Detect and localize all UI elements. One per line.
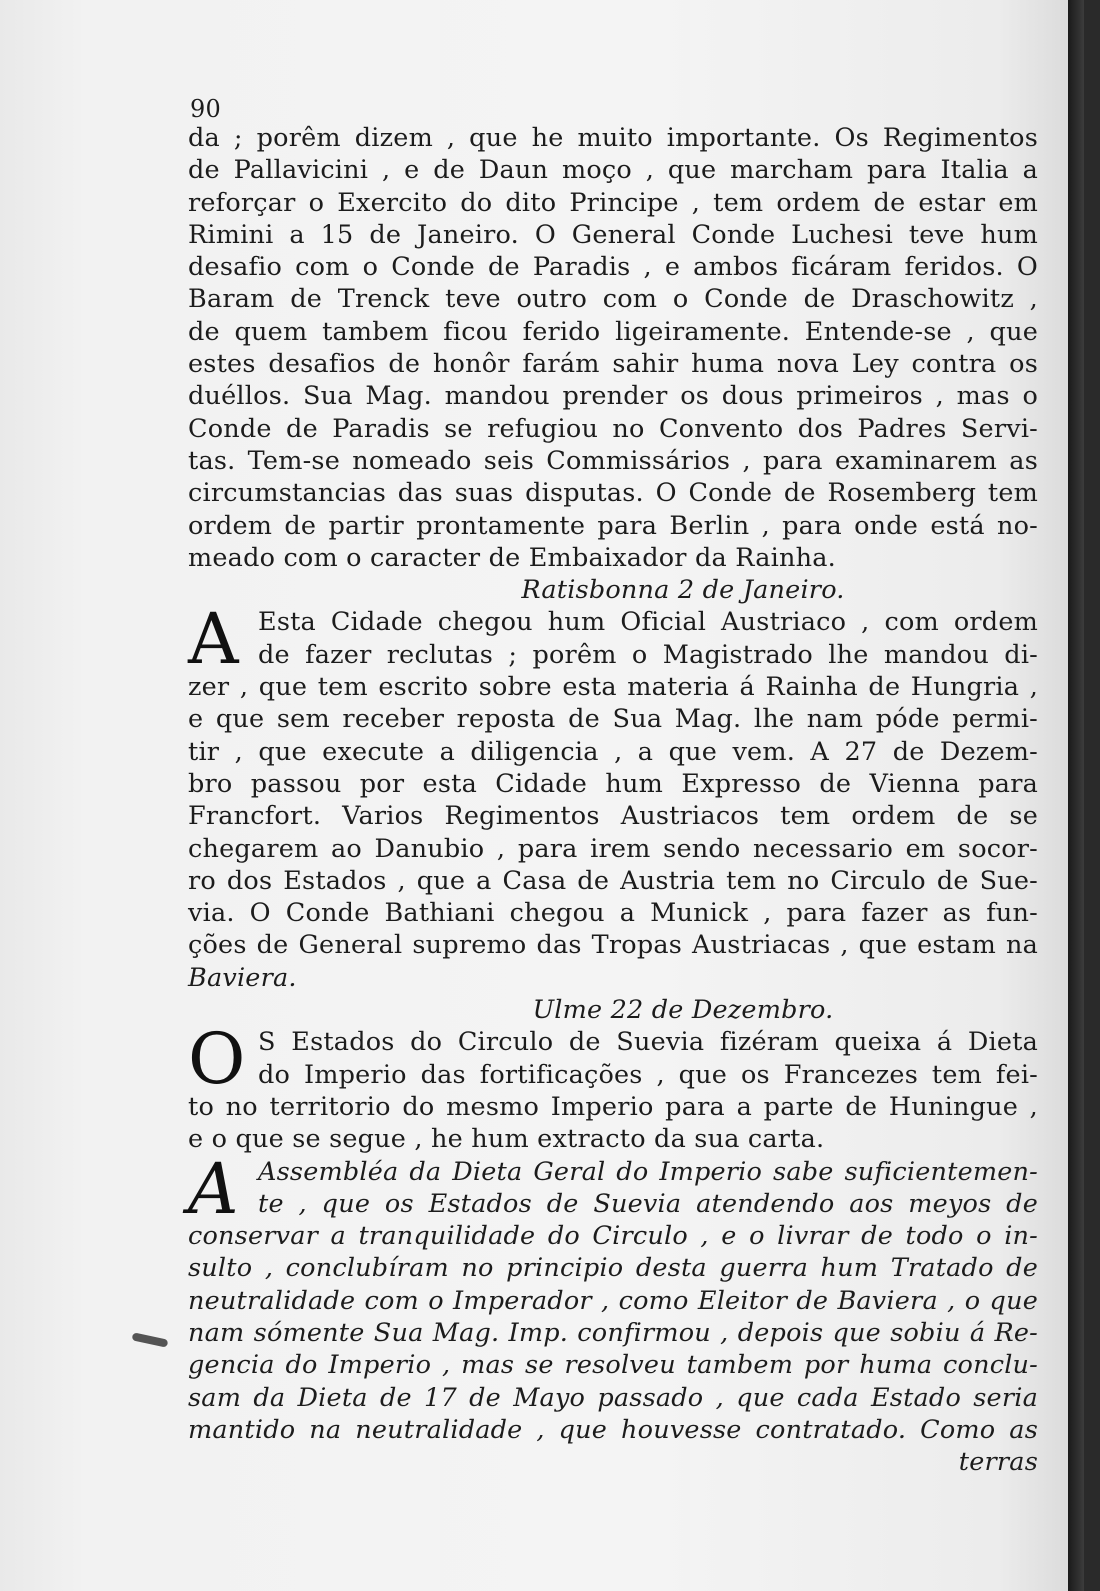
text-line: sulto , conclubíram no principio desta guerra hum Tratado de bbox=[188, 1253, 1038, 1284]
text-line: bro passou por esta Cidade hum Expresso de Vienna para bbox=[188, 768, 1038, 799]
text-line: Baviera. bbox=[188, 962, 297, 993]
paragraph-ulme bbox=[188, 1018, 1038, 1155]
page-number: 90 bbox=[190, 95, 221, 123]
text-line: ordem de partir prontamente para Berlin , para onde está no- bbox=[188, 510, 1038, 541]
paragraph-letter-extract bbox=[188, 1147, 1038, 1447]
ink-smudge bbox=[132, 1332, 169, 1347]
text-line: sam da Dieta de 17 de Mayo passado , que cada Estado seria bbox=[188, 1382, 1038, 1413]
text-line: ções de General supremo das Tropas Austriacas , que estam na bbox=[188, 930, 1038, 961]
text-line: via. O Conde Bathiani chegou a Munick , para fazer as fun- bbox=[188, 898, 1038, 929]
text-line: S Estados do Circulo de Suevia fizéram queixa á Dieta bbox=[258, 1027, 1038, 1058]
text-line: Esta Cidade chegou hum Oficial Austriaco , com ordem bbox=[258, 607, 1038, 638]
text-line: da ; porêm dizem , que he muito importante. Os Regimentos bbox=[188, 123, 1038, 153]
text-line: desafio com o Conde de Paradis , e ambos ficáram feridos. O bbox=[188, 252, 1038, 283]
text-line: e que sem receber reposta de Sua Mag. lhe nam póde permi- bbox=[188, 704, 1038, 735]
drop-cap: A bbox=[188, 1147, 239, 1230]
text-line: meado com o caracter de Embaixador da Rainha. bbox=[188, 542, 836, 573]
drop-cap: O bbox=[188, 1018, 246, 1101]
text-line: mantido na neutralidade , que houvesse contratado. Como as bbox=[188, 1414, 1038, 1445]
text-line: Francfort. Varios Regimentos Austriacos tem ordem de se bbox=[188, 801, 1038, 832]
text-line: Baram de Trenck teve outro com o Conde de Draschowitz , bbox=[188, 284, 1038, 315]
text-line: de Pallavicini , e de Daun moço , que marcham para Italia a bbox=[188, 155, 1038, 186]
text-line: chegarem ao Danubio , para irem sendo necessario em socor- bbox=[188, 833, 1038, 864]
paragraph-ratisbonna bbox=[188, 598, 1038, 994]
page-edge-shadow bbox=[1068, 0, 1084, 1591]
text-line: Rimini a 15 de Janeiro. O General Conde Luchesi teve hum bbox=[188, 219, 1038, 250]
text-line: duéllos. Sua Mag. mandou prender os dous primeiros , mas o bbox=[188, 381, 1038, 412]
text-line: Conde de Paradis se refugiou no Convento dos Padres Servi- bbox=[188, 413, 1038, 444]
text-line: e o que se segue , he hum extracto da sua carta. bbox=[188, 1124, 825, 1155]
text-line: ro dos Estados , que a Casa de Austria tem no Circulo de Sue- bbox=[188, 865, 1038, 896]
text-line: gencia do Imperio , mas se resolveu tambem por huma conclu- bbox=[188, 1350, 1038, 1381]
drop-cap: A bbox=[188, 598, 239, 681]
text-line: Assembléa da Dieta Geral do Imperio sabe suficientemen- bbox=[258, 1156, 1038, 1187]
text-line: de fazer reclutas ; porêm o Magistrado lhe mandou di- bbox=[258, 639, 1038, 670]
text-line: conservar a tranquilidade do Circulo , e o livrar de todo o in- bbox=[188, 1221, 1038, 1252]
text-line: zer , que tem escrito sobre esta materia á Rainha de Hungria , bbox=[188, 672, 1038, 703]
text-line: neutralidade com o Imperador , como Eleitor de Baviera , o que bbox=[188, 1285, 1038, 1316]
text-line: te , que os Estados de Suevia atendendo aos meyos de bbox=[258, 1188, 1038, 1219]
text-line: circumstancias das suas disputas. O Conde de Rosemberg tem bbox=[188, 478, 1038, 509]
paragraph-vienna-news bbox=[188, 122, 1038, 574]
dateline-heading: Ulme 22 de Dezembro. bbox=[532, 995, 834, 1026]
text-line: tir , que execute a diligencia , a que vem. A 27 de Dezem- bbox=[188, 736, 1038, 767]
text-line: estes desafios de honôr farám sahir huma nova Ley contra os bbox=[188, 349, 1038, 380]
dateline-heading: Ratisbonna 2 de Janeiro. bbox=[521, 575, 845, 606]
catchword: terras bbox=[958, 1447, 1038, 1478]
text-line: reforçar o Exercito do dito Principe , tem ordem de estar em bbox=[188, 187, 1038, 218]
text-block bbox=[188, 96, 1038, 1478]
text-line: do Imperio das fortificações , que os Francezes tem fei- bbox=[258, 1059, 1038, 1090]
text-line: tas. Tem-se nomeado seis Commissários , para examinarem as bbox=[188, 445, 1038, 476]
text-line: nam sómente Sua Mag. Imp. confirmou , depois que sobiu á Re- bbox=[188, 1317, 1038, 1348]
text-line: de quem tambem ficou ferido ligeiramente. Entende-se , que bbox=[188, 316, 1038, 347]
text-line: to no territorio do mesmo Imperio para a parte de Huningue , bbox=[188, 1091, 1038, 1122]
